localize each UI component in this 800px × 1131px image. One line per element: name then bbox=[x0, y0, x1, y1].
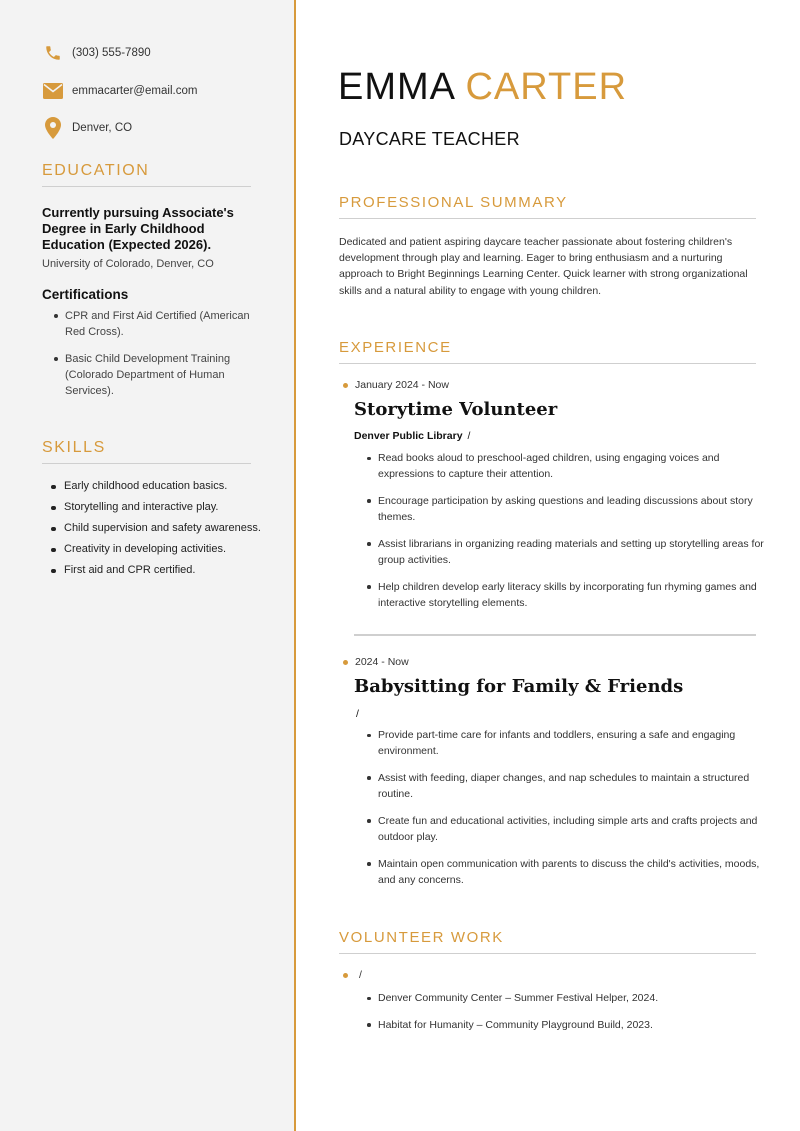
certification-item: CPR and First Aid Certified (American Red Cross). bbox=[52, 308, 267, 340]
skill-item: Creativity in developing activities. bbox=[50, 543, 270, 557]
job-role: Storytime Volunteer bbox=[354, 399, 558, 420]
job-date bbox=[343, 656, 409, 668]
skill-item: First aid and CPR certified. bbox=[50, 564, 270, 578]
skill-item: Early childhood education basics. bbox=[50, 480, 270, 494]
certifications-title: Certifications bbox=[42, 287, 129, 302]
job-org-name: Denver Public Library bbox=[354, 430, 463, 442]
job-bullet: Provide part-time care for infants and toddlers, ensuring a safe and engaging environment. bbox=[367, 727, 772, 759]
contact-location bbox=[42, 117, 132, 139]
volunteer-item: Denver Community Center – Summer Festival Helper, 2024. bbox=[367, 990, 772, 1006]
summary-text: Dedicated and patient aspiring daycare teacher passionate about fostering children's development through play and learning. Eager to bring enthusiasm and a nurturing approach to Bright Beginnings Learning Center. Quick learner with strong organizational skills and a natural ability to engage with young children. bbox=[339, 236, 748, 297]
job-bullets bbox=[367, 727, 772, 899]
education-degree: Currently pursuing Associate's Degree in Early Childhood Education (Expected 2026). bbox=[42, 205, 234, 252]
envelope-icon bbox=[42, 80, 64, 102]
job-bullet: Encourage participation by asking questions and leading discussions about story themes. bbox=[367, 493, 772, 525]
job-bullet: Read books aloud to preschool-aged children, using engaging voices and expressions to capture their attention. bbox=[367, 450, 772, 482]
volunteer-heading: VOLUNTEER WORK bbox=[339, 929, 756, 954]
skills-heading: SKILLS bbox=[42, 439, 251, 464]
job-org-separator: / bbox=[467, 430, 471, 442]
job-org-separator: / bbox=[356, 708, 359, 720]
job-date-text: January 2024 - Now bbox=[355, 379, 449, 391]
vertical-accent-divider bbox=[294, 0, 296, 1131]
location-text: Denver, CO bbox=[72, 122, 133, 134]
job-date-text: 2024 - Now bbox=[355, 656, 409, 668]
skill-item: Storytelling and interactive play. bbox=[50, 501, 270, 515]
job-org bbox=[354, 430, 470, 442]
skills-list bbox=[50, 480, 270, 585]
phone-icon bbox=[42, 42, 64, 64]
contact-email bbox=[42, 80, 197, 102]
job-org bbox=[354, 708, 359, 720]
email-text: emmacarter@email.com bbox=[72, 85, 198, 97]
job-bullet: Assist with feeding, diaper changes, and nap schedules to maintain a structured routine. bbox=[367, 770, 772, 802]
job-bullet: Help children develop early literacy skills by incorporating fun rhyming games and interactive storytelling elements. bbox=[367, 579, 772, 611]
volunteer-separator: / bbox=[359, 969, 362, 981]
job-date bbox=[343, 379, 449, 391]
first-name: EMMA bbox=[338, 66, 454, 108]
candidate-name bbox=[338, 66, 627, 109]
timeline-dot bbox=[343, 383, 348, 388]
volunteer-entry bbox=[343, 969, 362, 981]
contact-phone bbox=[42, 42, 151, 64]
certifications-list bbox=[52, 308, 267, 410]
education-school: University of Colorado, Denver, CO bbox=[42, 258, 214, 270]
job-separator bbox=[354, 634, 756, 636]
skill-item: Child supervision and safety awareness. bbox=[50, 522, 270, 536]
job-role: Babysitting for Family & Friends bbox=[354, 676, 684, 697]
experience-heading: EXPERIENCE bbox=[339, 339, 756, 364]
job-bullet: Maintain open communication with parents to discuss the child's activities, moods, and any concerns. bbox=[367, 856, 772, 888]
timeline-dot bbox=[343, 660, 348, 665]
education-heading: EDUCATION bbox=[42, 162, 251, 187]
volunteer-list bbox=[367, 990, 772, 1043]
map-pin-icon bbox=[42, 117, 64, 139]
job-bullet: Assist librarians in organizing reading materials and setting up storytelling areas for group activities. bbox=[367, 536, 772, 568]
timeline-dot bbox=[343, 973, 348, 978]
job-bullet: Create fun and educational activities, including simple arts and crafts projects and outdoor play. bbox=[367, 813, 772, 845]
volunteer-item: Habitat for Humanity – Community Playground Build, 2023. bbox=[367, 1017, 772, 1033]
job-bullets bbox=[367, 450, 772, 622]
job-title: DAYCARE TEACHER bbox=[339, 129, 520, 149]
summary-heading: PROFESSIONAL SUMMARY bbox=[339, 194, 756, 219]
last-name: CARTER bbox=[465, 66, 628, 108]
phone-text: (303) 555-7890 bbox=[72, 47, 151, 59]
certification-item: Basic Child Development Training (Colorado Department of Human Services). bbox=[52, 351, 267, 399]
